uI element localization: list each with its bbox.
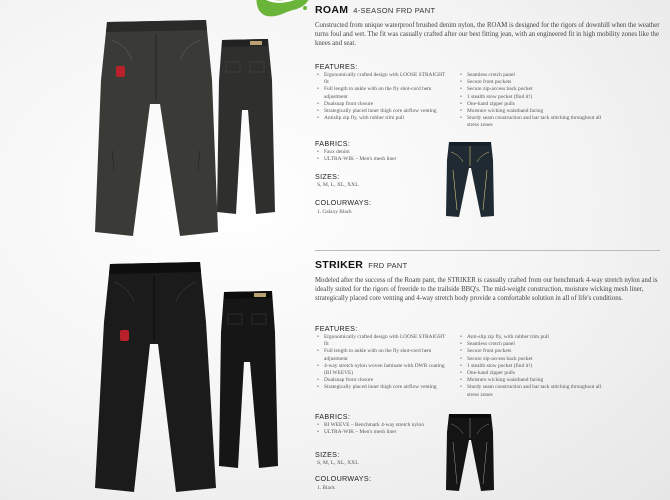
list-item: • BI WEEVE – Benchmark 4-way stretch nylon bbox=[317, 422, 427, 429]
list-item: • One-hand zipper pulls bbox=[460, 370, 610, 377]
colourways-heading: COLOURWAYS: bbox=[315, 198, 372, 207]
sizes-value: S, M, L, XL, XXL bbox=[317, 182, 359, 188]
list-item: • Strategically placed inner thigh core airflow venting bbox=[317, 384, 447, 391]
product-name: STRIKER bbox=[315, 259, 364, 271]
list-item: • ULTRA-WIK – Men's mesh liner bbox=[317, 156, 467, 163]
sizes-heading: SIZES: bbox=[315, 172, 340, 181]
roam-front-pant-image bbox=[0, 0, 300, 248]
list-item: • Sturdy seam construction and bar tack stitching throughout all stress zones bbox=[460, 384, 610, 398]
list-item: • Moisture wicking waistband facing bbox=[460, 108, 610, 115]
list-item: • 4-way stretch nylon woven laminate with DWR coating (BI WEEVE) bbox=[317, 363, 447, 377]
list-item: • Anti-slip zip fly, with rubber trim pull bbox=[460, 334, 610, 341]
striker-photos bbox=[0, 252, 300, 500]
list-item: • Faux denim bbox=[317, 149, 467, 156]
list-item: • Ergonomically crafted design with LOOSE STRAIGHT fit bbox=[317, 334, 447, 348]
features-heading: FEATURES: bbox=[315, 324, 358, 333]
section-divider bbox=[315, 250, 660, 251]
list-item: • Full length to ankle with on the fly shot-cord hem adjustment bbox=[317, 86, 447, 100]
features-list-right bbox=[460, 72, 610, 130]
roam-photos bbox=[0, 0, 300, 248]
product-description: Modeled after the success of the Roam pant, the STRIKER is casually crafted from our benchmark 4-way stretch nylon and is ideally suited for the rigors of freeride to the trailside BBQ's. The mid-weight construction, moisture wicking mesh liner, strategically placed core venting and 4-way stretch body provide a comfortable solution in all of life's conditions. bbox=[315, 277, 658, 302]
list-item: • Seamless crotch panel bbox=[460, 72, 610, 79]
list-item: • Dualsnap front closure bbox=[317, 377, 447, 384]
sizes-value: S, M, L, XL, XXL bbox=[317, 460, 359, 466]
list-item: • Strategically placed inner thigh core airflow venting bbox=[317, 108, 447, 115]
list-item: • One-hand zipper pulls bbox=[460, 101, 610, 108]
fabrics-list bbox=[317, 422, 427, 436]
product-roam bbox=[0, 0, 670, 248]
fabrics-heading: FABRICS: bbox=[315, 412, 351, 421]
list-item: 1. Galaxy Black bbox=[317, 209, 352, 215]
features-list-right bbox=[460, 334, 610, 399]
list-item: • Secure front pockets bbox=[460, 348, 610, 355]
list-item: • 1 stealth stow pocket (find it!) bbox=[460, 363, 610, 370]
product-striker bbox=[0, 252, 670, 500]
list-item: • ULTRA-WIK – Men's mesh liner bbox=[317, 429, 427, 436]
list-item: • Sturdy seam construction and bar tack stitching throughout all stress zones bbox=[460, 115, 610, 129]
list-item: • Ergonomically crafted design with LOOSE STRAIGHT fit bbox=[317, 72, 447, 86]
striker-flat-sketch-image bbox=[445, 412, 495, 494]
list-item: • Moisture wicking waistband facing bbox=[460, 377, 610, 384]
striker-front-pant-image bbox=[0, 252, 300, 500]
product-type: 4-SEASON FRD PANT bbox=[353, 6, 436, 15]
list-item: • Secure front pockets bbox=[460, 79, 610, 86]
features-list-left bbox=[317, 334, 447, 392]
features-heading: FEATURES: bbox=[315, 62, 358, 71]
list-item: • Dualsnap front closure bbox=[317, 101, 447, 108]
features-list-left bbox=[317, 72, 447, 122]
sizes-heading: SIZES: bbox=[315, 450, 340, 459]
product-description: Constructed from unique waterproof brushed denim nylon, the ROAM is designed for the rigors of downhill when the weather turns foul and wet. The fit was casually crafted after our best fitting jean, with an engineered fit in high mobility zones like the knees and seat. bbox=[315, 22, 660, 47]
colourways-heading: COLOURWAYS: bbox=[315, 474, 372, 483]
red-brand-patch-icon bbox=[120, 330, 129, 341]
product-type: FRD PANT bbox=[368, 261, 408, 270]
list-item: • Antislip zip fly, with rubber trim pull bbox=[317, 115, 447, 122]
fabrics-heading: FABRICS: bbox=[315, 139, 351, 148]
list-item: • Secure zip-access back pocket bbox=[460, 86, 610, 93]
product-name: ROAM bbox=[315, 4, 349, 16]
list-item: • 1 stealth stow pocket (find it!) bbox=[460, 94, 610, 101]
list-item: • Seamless crotch panel bbox=[460, 341, 610, 348]
list-item: • Full length to ankle with on the fly shot-cord hem adjustment bbox=[317, 348, 447, 362]
roam-flat-sketch-image bbox=[445, 140, 495, 220]
red-brand-patch-icon bbox=[116, 66, 125, 77]
list-item: 1. Black bbox=[317, 485, 335, 491]
list-item: • Secure zip-access back pocket bbox=[460, 356, 610, 363]
